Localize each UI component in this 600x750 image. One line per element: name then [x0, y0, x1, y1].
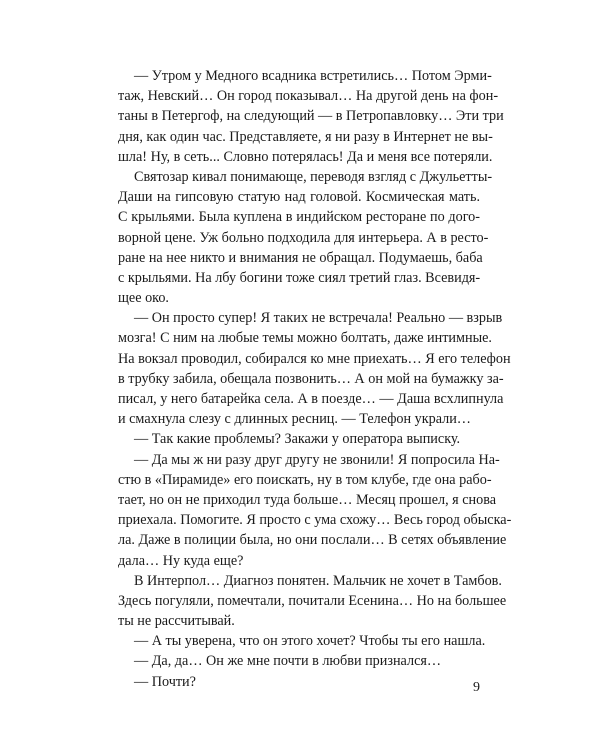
paragraph-line: На вокзал проводил, собирался ко мне приехать… Я его телефон: [118, 350, 511, 367]
paragraph-line: с крыльями. На лбу богини тоже сиял третий глаз. Всевидя-: [118, 269, 481, 286]
paragraph-line: мозга! С ним на любые темы можно болтать, даже интимные.: [118, 330, 492, 347]
paragraph-line: таж, Невский… Он город показывал… На другой день на фон-: [118, 88, 499, 105]
paragraph-line: Святозар кивал понимающе, переводя взгляд с Джульетты-: [134, 168, 493, 185]
paragraph-line: щее око.: [118, 290, 169, 307]
paragraph-line: — Так какие проблемы? Закажи у оператора выписку.: [134, 431, 461, 448]
paragraph-line: Даши на гипсовую статую над головой. Космическая мать.: [118, 189, 480, 206]
paragraph-line: ты не рассчитывай.: [118, 613, 235, 630]
paragraph-line: — Почти?: [134, 673, 196, 690]
paragraph-line: С крыльями. Была куплена в индийском ресторане по дого-: [118, 209, 480, 226]
paragraph-line: — А ты уверена, что он этого хочет? Чтобы ты его нашла.: [134, 633, 486, 650]
paragraph-line: в трубку забила, обещала позвонить… А он мой на бумажку за-: [118, 370, 504, 387]
paragraph-line: и смахнула слезу с длинных ресниц. — Телефон украли…: [118, 411, 471, 428]
paragraph-line: — Да, да… Он же мне почти в любви признался…: [134, 653, 442, 670]
paragraph-line: тает, но он не приходил туда больше… Месяц прошел, я снова: [118, 491, 497, 508]
paragraph-line: ворной цене. Уж больно подходила для интерьера. А в ресто-: [118, 229, 489, 246]
paragraph-line: шла! Ну, в сеть... Словно потерялась! Да и меня все потеряли.: [118, 148, 493, 165]
page-number: 9: [473, 680, 480, 695]
paragraph-line: — Да мы ж ни разу друг другу не звонили! Я попросила На-: [134, 451, 500, 468]
paragraph-line: — Утром у Медного всадника встретились… Потом Эрми-: [134, 68, 492, 84]
paragraph-line: таны в Петергоф, на следующий — в Петропавловку… Эти три: [118, 108, 504, 125]
paragraph-line: ла. Даже в полиции была, но они послали… В сетях объявление: [118, 532, 507, 549]
paragraph-line: дала… Ну куда еще?: [118, 552, 244, 569]
paragraph-line: Здесь погуляли, помечтали, почитали Есенина… Но на большее: [118, 592, 507, 609]
paragraph-line: стю в «Пирамиде» его поискать, ну в том клубе, где она рабо-: [118, 471, 492, 488]
paragraph-line: писал, у него батарейка села. А в поезде… — Даша всхлипнула: [118, 391, 504, 407]
paragraph-line: дня, как один час. Представляете, я ни разу в Интернет не вы-: [118, 128, 493, 145]
paragraph-line: ране на нее никто и внимания не обращал. Подумаешь, баба: [118, 249, 483, 266]
paragraph-line: В Интерпол… Диагноз понятен. Мальчик не хочет в Тамбов.: [134, 572, 502, 589]
page-body: [118, 66, 512, 692]
paragraph-line: — Он просто супер! Я таких не встречала! Реально — взрыв: [134, 310, 503, 327]
paragraph-line: приехала. Помогите. Я просто с ума схожу… Весь город обыска-: [118, 512, 512, 529]
